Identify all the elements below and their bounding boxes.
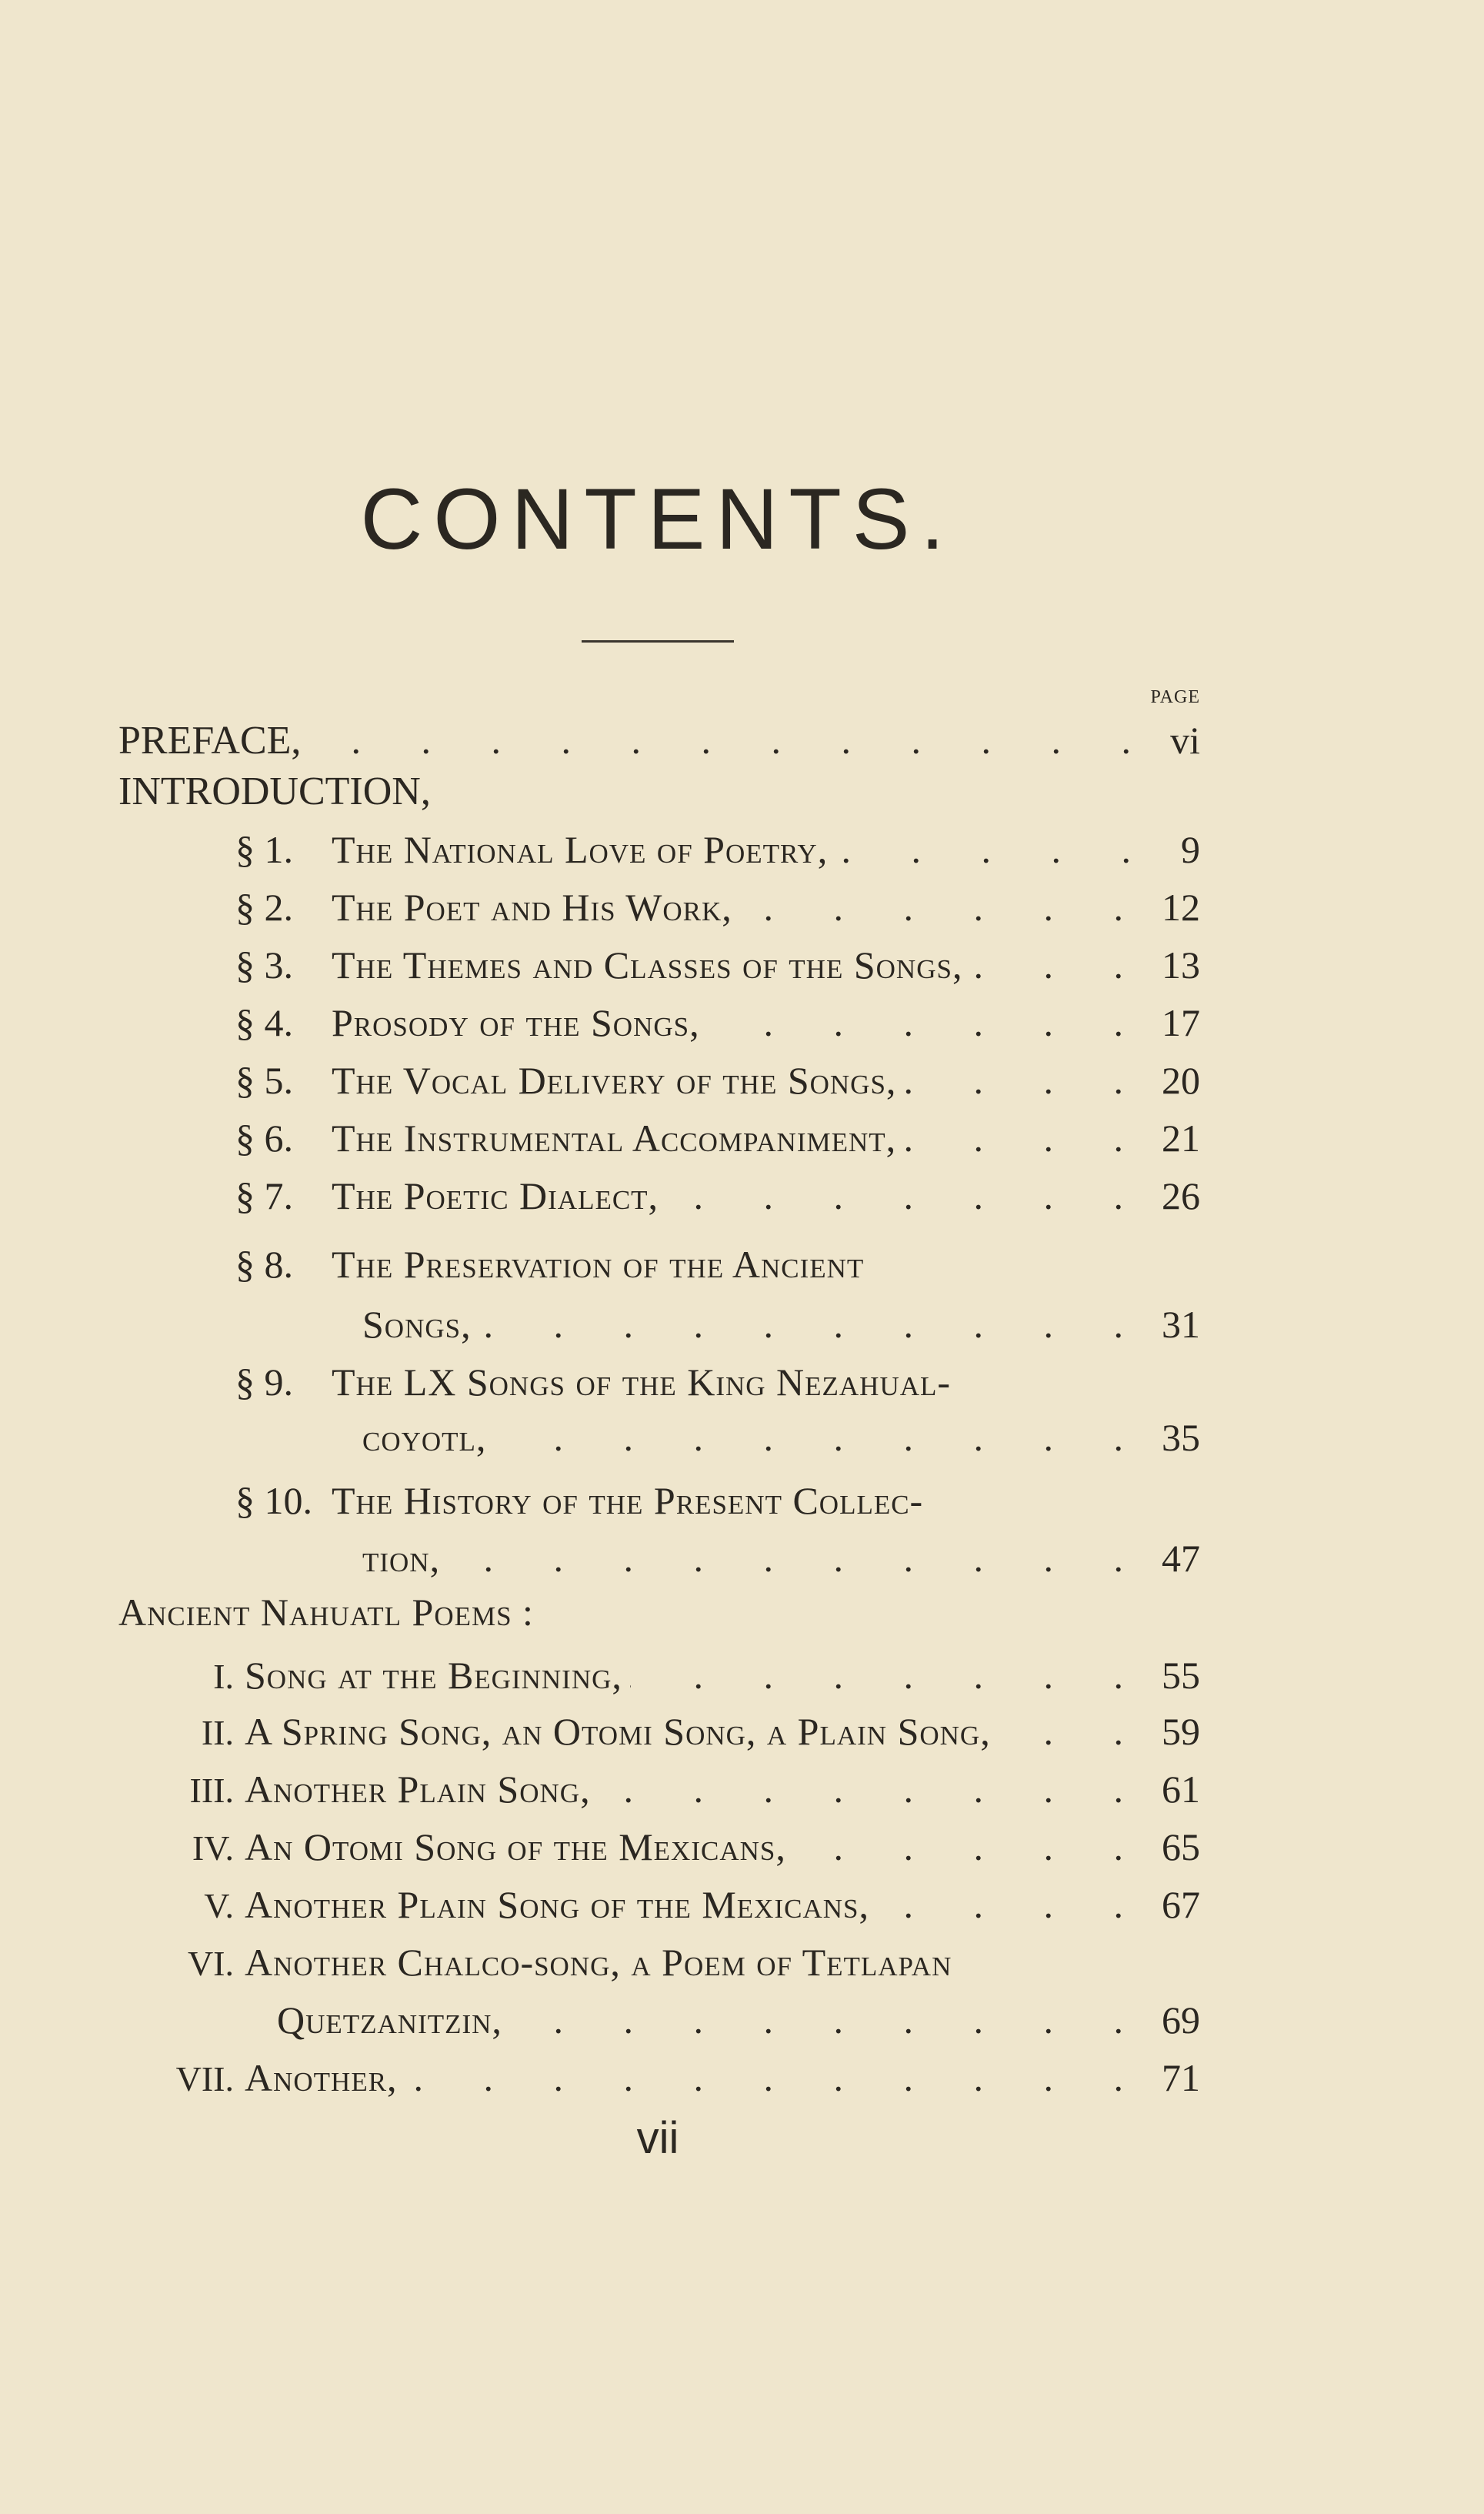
entry-page-number: 17: [1162, 1000, 1200, 1044]
entry-title: Another,: [245, 2055, 398, 2099]
entry-number: I.: [213, 1656, 234, 1696]
dot-leader: [308, 713, 1162, 767]
entry-number: § 6.: [235, 1116, 293, 1160]
entry-title: A Spring Song, an Otomi Song, a Plain Song,: [245, 1709, 991, 1753]
entry-number: § 1.: [235, 827, 293, 871]
dot-leader: [448, 1531, 1154, 1585]
entry-page-number: 26: [1162, 1174, 1200, 1217]
toc-section: [235, 880, 1200, 934]
dot-leader: [740, 880, 1154, 934]
entry-number: § 8.: [235, 1243, 293, 1287]
entry-page-number: 61: [1162, 1767, 1200, 1811]
entry-number: § 4.: [235, 1000, 293, 1044]
entry-title: An Otomi Song of the Mexicans,: [245, 1825, 786, 1868]
entry-page-number: 67: [1162, 1882, 1200, 1926]
toc-poem: [118, 1820, 1200, 1874]
entry-page-number: 9: [1181, 827, 1200, 871]
entry-page-number: 20: [1162, 1058, 1200, 1102]
entry-title: Another Chalco-song, a Poem of Tetlapan: [245, 1940, 952, 1984]
dot-leader: [970, 938, 1154, 992]
toc-poem: [118, 1935, 1200, 1989]
toc-section: [235, 1111, 1200, 1165]
entry-title: The Poetic Dialect,: [332, 1174, 659, 1217]
dot-leader: [708, 996, 1154, 1050]
dot-leader: [479, 1297, 1154, 1351]
dot-leader: [630, 1648, 1154, 1702]
dot-leader: [877, 1878, 1154, 1931]
entry-page-number: 65: [1162, 1825, 1200, 1868]
toc-poem: [118, 2051, 1200, 2105]
dot-leader: [835, 823, 1162, 876]
entry-title: Songs,: [362, 1302, 472, 1346]
toc-poem: [118, 1704, 1200, 1758]
entry-page-number: vi: [1170, 719, 1200, 763]
entry-title: The History of the Present Collec-: [332, 1478, 924, 1522]
entry-number: II.: [201, 1712, 234, 1752]
toc-heading-poems: [118, 1585, 1200, 1639]
toc-section-continuation: [362, 1411, 1200, 1464]
toc-poem: [118, 1648, 1200, 1702]
title-rule: [582, 640, 734, 643]
dot-leader: [999, 1704, 1154, 1758]
entry-number: IV.: [192, 1828, 234, 1868]
entry-title: The Vocal Delivery of the Songs,: [332, 1058, 897, 1102]
entry-number: III.: [189, 1770, 234, 1810]
entry-page-number: 35: [1162, 1416, 1200, 1460]
toc-entry-introduction: [118, 765, 1200, 819]
page-column-header: PAGE: [1150, 687, 1200, 707]
entry-number: VI.: [187, 1943, 234, 1983]
entry-page-number: 55: [1162, 1653, 1200, 1697]
entry-number: § 5.: [235, 1058, 293, 1102]
entry-title: Another Plain Song of the Mexicans,: [245, 1882, 869, 1926]
entry-number: § 3.: [235, 943, 293, 987]
dot-leader: [904, 1053, 1154, 1107]
entry-title: The Preservation of the Ancient: [332, 1243, 865, 1287]
entry-title: Song at the Beginning,: [245, 1653, 622, 1697]
entry-number: VII.: [175, 2058, 234, 2098]
entry-number: § 2.: [235, 885, 293, 929]
toc-section: [235, 1474, 1200, 1527]
toc-section-continuation: [362, 1531, 1200, 1585]
dot-leader: [405, 2051, 1154, 2105]
toc-section-continuation: [362, 1297, 1200, 1351]
entry-number: § 7.: [235, 1174, 293, 1217]
entry-page-number: 47: [1162, 1536, 1200, 1580]
toc-section: [235, 823, 1200, 876]
dot-leader: [794, 1820, 1154, 1874]
toc-section: [235, 1169, 1200, 1223]
entry-number: § 10.: [235, 1478, 312, 1522]
entry-page-number: 69: [1162, 1998, 1200, 2042]
dot-leader: [666, 1169, 1154, 1223]
entry-number: V.: [204, 1885, 234, 1925]
entry-title: The LX Songs of the King Nezahual-: [332, 1360, 952, 1404]
toc-section: [235, 1355, 1200, 1409]
entry-title: The Poet and His Work,: [332, 885, 732, 929]
entry-title: Prosody of the Songs,: [332, 1000, 700, 1044]
entry-title: coyotl,: [362, 1416, 487, 1460]
entry-page-number: 59: [1162, 1709, 1200, 1753]
toc-poem: [118, 1878, 1200, 1931]
dot-leader: [494, 1411, 1154, 1464]
entry-title: Ancient Nahuatl Poems :: [118, 1591, 534, 1634]
entry-page-number: 21: [1162, 1116, 1200, 1160]
toc-section: [235, 938, 1200, 992]
toc-section: [235, 996, 1200, 1050]
dot-leader: [904, 1111, 1154, 1165]
toc-poem-continuation: [277, 1993, 1200, 2047]
entry-number: § 9.: [235, 1360, 293, 1404]
entry-page-number: 31: [1162, 1302, 1200, 1346]
entry-page-number: 12: [1162, 885, 1200, 929]
entry-title: tion,: [362, 1536, 441, 1580]
toc-entry-preface: [118, 713, 1200, 767]
toc-section: [235, 1237, 1200, 1291]
entry-title: PREFACE,: [118, 719, 302, 763]
toc-section: [235, 1053, 1200, 1107]
entry-title: INTRODUCTION,: [118, 770, 431, 813]
page-title: CONTENTS.: [360, 471, 955, 567]
entry-title: The Themes and Classes of the Songs,: [332, 943, 963, 987]
entry-page-number: 13: [1162, 943, 1200, 987]
dot-leader: [599, 1762, 1154, 1816]
entry-title: The National Love of Poetry,: [332, 827, 829, 871]
entry-page-number: 71: [1162, 2055, 1200, 2099]
toc-poem: [118, 1762, 1200, 1816]
entry-title: Quetzanitzin,: [277, 1998, 502, 2042]
entry-title: The Instrumental Accompaniment,: [332, 1116, 897, 1160]
page-folio: vii: [636, 2113, 679, 2163]
dot-leader: [510, 1993, 1154, 2047]
entry-title: Another Plain Song,: [245, 1767, 591, 1811]
